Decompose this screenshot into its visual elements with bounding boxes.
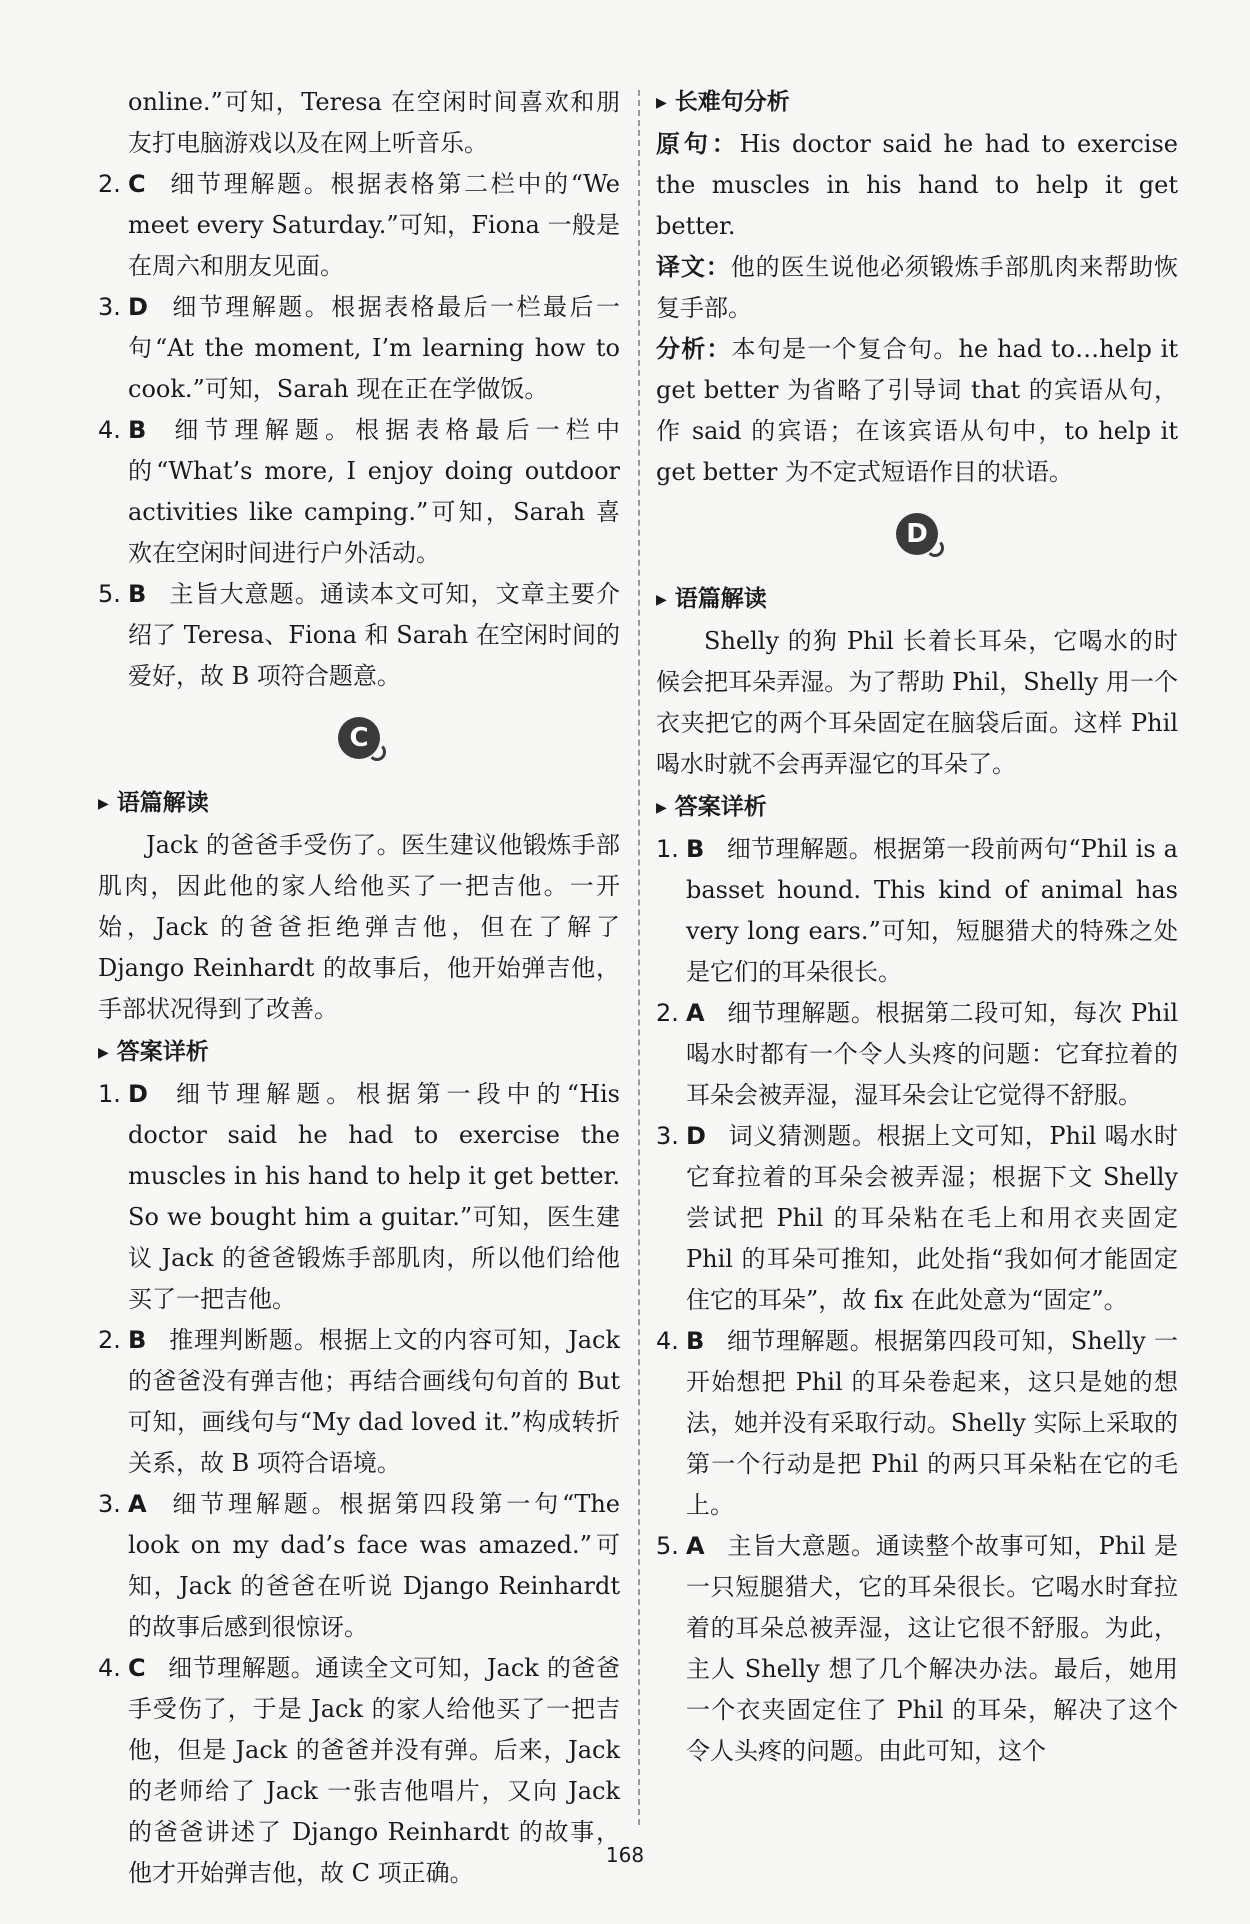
item-number: 5. [656,1532,679,1560]
section-c-icon: C [338,717,380,759]
original-label: 原句： [656,130,740,158]
section-heading-text: 语篇解读 [116,790,209,816]
page-number: 168 [605,1843,645,1867]
answer-item-b2 [98,164,620,287]
item-number: 1. [98,1080,121,1108]
answer-explanation: 细节理解题。根据第四段第一句“The look on my dad’s face was amazed.”可知，Jack 的爸爸在听说 Django Reinhardt 的故事后感到很惊讶。 [128,1490,620,1641]
section-heading-text: 答案详析 [116,1039,209,1065]
answer-explanation: 细节理解题。根据第一段中的“His doctor said he had to exercise the muscles in his hand to help it get better. So we bought him a guitar.”可知，医生建议 Jack 的爸爸锻炼手部肌肉，所以他们给他买了一把吉他。 [128,1080,620,1313]
passage-summary: Jack 的爸爸手受伤了。医生建议他锻炼手部肌肉，因此他的家人给他买了一把吉他。一开始，Jack 的爸爸拒绝弹吉他，但在了解了 Django Reinhardt 的故事后，他开始弹吉他，手部状况得到了改善。 [98,831,620,1023]
analysis-text: 本句是一个复合句。he had to…help it get better 为省略了引导词 that 的宾语从句，作 said 的宾语；在该宾语从句中，to help it get better 为不定式短语作目的状语。 [656,335,1178,486]
section-heading-answers [98,1032,620,1074]
answer-explanation: 主旨大意题。通读本文可知，文章主要介绍了 Teresa、Fiona 和 Sarah 在空闲时间的爱好，故 B 项符合题意。 [128,580,620,690]
item-number: 2. [98,1326,121,1354]
section-heading-text: 语篇解读 [674,586,767,612]
triangle-bullet-icon: ▶ [656,592,667,608]
answer-explanation: 细节理解题。根据表格最后一栏中的“What’s more, I enjoy doing outdoor activities like camping.”可知，Sarah 喜欢在空闲时间进行户外活动。 [128,416,620,567]
answer-item-b3 [98,287,620,410]
answer-explanation: 细节理解题。根据表格最后一栏最后一句“At the moment, I’m learning how to cook.”可知，Sarah 现在正在学做饭。 [128,293,620,403]
item-number: 2. [98,170,121,198]
analysis [656,329,1178,493]
triangle-bullet-icon: ▶ [98,1045,109,1061]
answer-letter: A [128,1490,147,1518]
answer-letter: B [686,835,705,863]
section-badge-c [98,697,620,781]
answer-explanation: 细节理解题。根据第二段可知，每次 Phil 喝水时都有一个令人头疼的问题：它耷拉着的耳朵会被弄湿，湿耳朵会让它觉得不舒服。 [686,999,1178,1109]
answer-letter: B [128,1326,147,1354]
item-number: 5. [98,580,121,608]
answer-item-c2 [98,1320,620,1484]
section-heading-answers [656,787,1178,829]
translation [656,247,1178,329]
section-heading-long-sentence [656,82,1178,124]
answer-letter: D [128,293,148,321]
translation-label: 译文： [656,253,731,281]
item-number: 4. [656,1327,679,1355]
answer-letter: D [128,1080,148,1108]
answer-letter: C [128,170,146,198]
answer-letter: B [686,1327,705,1355]
item-number: 4. [98,416,121,444]
analysis-label: 分析： [656,335,732,363]
item-number: 3. [98,1490,121,1518]
answer-letter: B [128,416,147,444]
answer-item-d5 [656,1526,1178,1772]
item-number: 2. [656,999,679,1027]
section-badge-d [656,493,1178,577]
answer-item-d2 [656,993,1178,1116]
answer-item-d4 [656,1321,1178,1526]
answer-letter: C [128,1654,146,1682]
answer-item-b5 [98,574,620,697]
item-number: 3. [98,293,121,321]
answer-explanation: 词义猜测题。根据上文可知，Phil 喝水时它耷拉着的耳朵会被弄湿；根据下文 Shelly 尝试把 Phil 的耳朵粘在毛上和用衣夹固定 Phil 的耳朵可推知，此处指“我如何才能固定住它的耳朵”，故 fix 在此处意为“固定”。 [686,1122,1178,1314]
section-heading-reading [656,579,1178,621]
translation-text: 他的医生说他必须锻炼手部肌肉来帮助恢复手部。 [656,253,1179,322]
answer-explanation: 细节理解题。根据第四段可知，Shelly 一开始想把 Phil 的耳朵卷起来，这只是她的想法，她并没有采取行动。Shelly 实际上采取的第一个行动是把 Phil 的两只耳朵粘在它的毛上。 [686,1327,1178,1519]
original-sentence [656,124,1178,247]
left-column [98,82,620,1894]
answer-item-b4 [98,410,620,574]
answer-letter: A [686,1532,705,1560]
passage-summary: Shelly 的狗 Phil 长着长耳朵，它喝水的时候会把耳朵弄湿。为了帮助 Phil，Shelly 用一个衣夹把它的两个耳朵固定在脑袋后面。这样 Phil 喝水时就不会再弄湿它的耳朵了。 [656,627,1178,778]
answer-item-c1 [98,1074,620,1320]
answer-letter: B [128,580,147,608]
right-column [656,82,1178,1772]
triangle-bullet-icon: ▶ [98,796,109,812]
answer-item-d3 [656,1116,1178,1321]
continued-paragraph: online.”可知，Teresa 在空闲时间喜欢和朋友打电脑游戏以及在网上听音乐。 [128,88,620,157]
column-divider [638,90,640,1825]
answer-explanation: 细节理解题。通读全文可知，Jack 的爸爸手受伤了，于是 Jack 的家人给他买了一把吉他，但是 Jack 的爸爸并没有弹。后来，Jack 的老师给了 Jack 一张吉他唱片，又向 Jack 的爸爸讲述了 Django Reinhardt 的故事，他才开始弹吉他，故 C 项正确。 [128,1654,620,1887]
original-text: His doctor said he had to exercise the muscles in his hand to help it get better. [656,130,1178,240]
section-heading-text: 长难句分析 [674,89,790,115]
item-number: 3. [656,1122,679,1150]
triangle-bullet-icon: ▶ [656,800,667,816]
answer-explanation: 推理判断题。根据上文的内容可知，Jack 的爸爸没有弹吉他；再结合画线句句首的 But 可知，画线句与“My dad loved it.”构成转折关系，故 B 项符合语境。 [128,1326,620,1477]
answer-explanation: 细节理解题。根据第一段前两句“Phil is a basset hound. This kind of animal has very long ears.”可知，短腿猎犬的特殊之处是它们的耳朵很长。 [686,835,1178,986]
answer-explanation: 主旨大意题。通读整个故事可知，Phil 是一只短腿猎犬，它的耳朵很长。它喝水时耷拉着的耳朵总被弄湿，这让它很不舒服。为此，主人 Shelly 想了几个解决办法。最后，她用一个衣夹固定住了 Phil 的耳朵，解决了这个令人头疼的问题。由此可知，这个 [686,1532,1178,1765]
section-heading-text: 答案详析 [674,794,767,820]
answer-item-d1 [656,829,1178,993]
answer-explanation: 细节理解题。根据表格第二栏中的“We meet every Saturday.”可知，Fiona 一般是在周六和朋友见面。 [128,170,620,280]
section-d-icon: D [896,513,938,555]
answer-letter: A [686,999,705,1027]
section-heading-reading [98,783,620,825]
answer-letter: D [686,1122,706,1150]
answer-item-c3 [98,1484,620,1648]
item-number: 4. [98,1654,121,1682]
item-number: 1. [656,835,679,863]
triangle-bullet-icon: ▶ [656,95,667,111]
